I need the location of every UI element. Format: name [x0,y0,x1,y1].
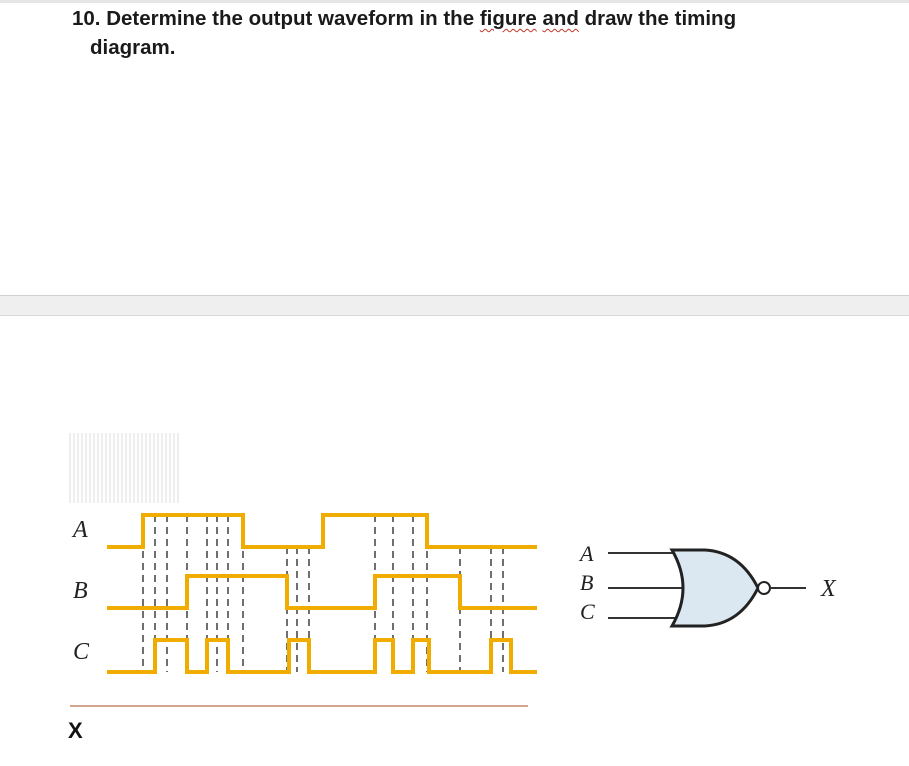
waveform-c [107,640,537,672]
gate-input-label-a: A [580,541,594,566]
scan-artifact [70,433,178,503]
nor-gate-icon [672,550,758,626]
signal-label-b: B [73,578,88,604]
spellcheck-word-and: and [542,7,579,30]
spellcheck-word-figure: figure [479,7,537,30]
timing-diagram-figure [0,320,909,720]
gate-input-label-b: B [580,570,594,595]
answer-label-x: X [68,718,83,743]
signal-label-a: A [73,517,88,543]
section-divider [0,295,909,316]
question-number: 10. [72,7,101,30]
question-text [72,4,862,62]
signal-label-c: C [73,639,90,665]
top-rule [0,0,909,3]
gate-input-label-c: C [580,599,595,624]
nor-bubble-icon [758,582,770,594]
question-text-part2: draw the timing [584,7,737,30]
question-text-part1: Determine the output waveform in the [106,7,475,30]
waveform-b [107,576,537,608]
gate-output-label: X [821,576,836,602]
question-line-2: diagram. [90,36,176,59]
waveform-a [107,515,537,547]
